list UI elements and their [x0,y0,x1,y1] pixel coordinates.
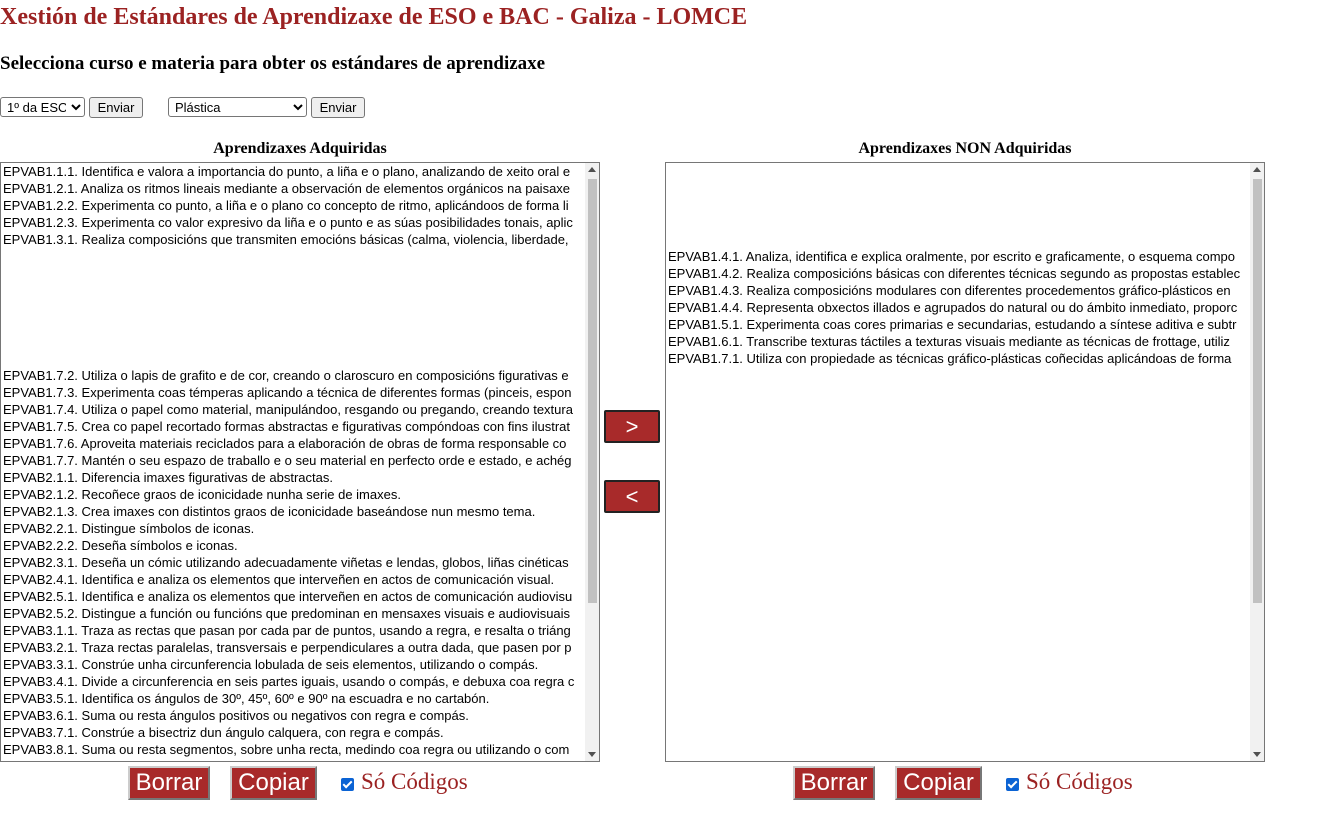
list-item[interactable]: EPVAB2.4.1. Identifica e analiza os elementos que interveñen en actos de comunicación visual. [3,572,555,587]
acquired-bottom-group [1,367,585,758]
list-item[interactable]: EPVAB2.1.1. Diferencia imaxes figurativas de abstractas. [3,470,333,485]
scroll-up-icon[interactable] [1253,167,1261,172]
list-item[interactable]: EPVAB2.2.1. Distingue símbolos de iconas. [3,521,255,536]
list-item[interactable]: EPVAB1.7.5. Crea co papel recortado formas abstractas e figurativas compóndoas con fins ilustrat [3,419,570,434]
not-acquired-codes-only-checkbox[interactable] [1006,778,1019,791]
list-item[interactable]: EPVAB3.3.1. Constrúe unha circunferencia lobulada de seis elementos, utilizando o compás. [3,657,539,672]
acquired-scroll-thumb[interactable] [588,179,597,603]
acquired-clear-button[interactable]: Borrar [128,766,210,800]
list-item[interactable]: EPVAB2.2.2. Deseña símbolos e iconas. [3,538,238,553]
list-item[interactable]: EPVAB1.7.3. Experimenta coas témperas aplicando a técnica de diferentes formas (pinceis, espon [3,385,572,400]
list-item[interactable]: EPVAB3.1.1. Traza as rectas que pasan por cada par de puntos, usando a regra, e resalta o triáng [3,623,571,638]
acquired-codes-only-checkbox[interactable] [341,778,354,791]
subject-send-button[interactable]: Enviar [311,97,365,118]
not-acquired-scroll-thumb[interactable] [1253,179,1262,603]
list-item[interactable]: EPVAB1.2.2. Experimenta co punto, a liña e o plano co concepto de ritmo, aplicándoos de forma li [3,198,569,213]
acquired-heading: Aprendizaxes Adquiridas [213,140,387,157]
not-acquired-options [666,163,1250,367]
list-item[interactable]: EPVAB1.7.4. Utiliza o papel como material, manipulándoo, resgando ou pregando, creando textura [3,402,573,417]
list-item[interactable]: EPVAB2.3.1. Deseña un cómic utilizando adecuadamente viñetas e lendas, globos, liñas cinéticas [3,555,569,570]
list-item[interactable]: EPVAB3.4.1. Divide a circunferencia en seis partes iguais, usando o compás, e debuxa coa regra c [3,674,575,689]
not-acquired-clear-button[interactable]: Borrar [793,766,875,800]
course-select[interactable] [0,97,85,117]
page-title: Xestión de Estándares de Aprendizaxe de ESO e BAC - Galiza - LOMCE [0,4,748,30]
not-acquired-codes-only-label: Só Códigos [1026,769,1133,794]
list-item[interactable]: EPVAB3.8.1. Suma ou resta segmentos, sobre unha recta, medindo coa regra ou utilizando o com [3,742,570,757]
course-send-button[interactable]: Enviar [89,97,143,118]
acquired-empty-gap [1,248,585,367]
list-item[interactable]: EPVAB1.7.6. Aproveita materiais reciclados para a elaboración de obras de forma responsable co [3,436,567,451]
scroll-down-icon[interactable] [1253,752,1261,757]
list-item[interactable]: EPVAB1.4.1. Analiza, identifica e explica oralmente, por escrito e graficamente, o esquema compo [668,249,1236,264]
list-item[interactable]: EPVAB2.1.3. Crea imaxes con distintos graos de iconicidade baseándose nun mesmo tema. [3,504,536,519]
list-item[interactable]: EPVAB1.6.1. Transcribe texturas táctiles a texturas visuais mediante as técnicas de frottage, utiliz [668,334,1230,349]
list-item[interactable]: EPVAB1.1.1. Identifica e valora a importancia do punto, a liña e o plano, analizando de xeito oral e [3,164,571,179]
list-item[interactable]: EPVAB1.4.2. Realiza composicións básicas con diferentes técnicas segundo as propostas establec [668,266,1241,281]
list-item[interactable]: EPVAB2.1.2. Recoñece graos de iconicidade nunha serie de imaxes. [3,487,401,502]
acquired-codes-only-label: Só Códigos [361,769,468,794]
acquired-top-group [1,163,585,248]
list-item[interactable]: EPVAB2.5.1. Identifica e analiza os elementos que interveñen en actos de comunicación audiovisu [3,589,573,604]
acquired-listbox[interactable] [0,162,600,762]
list-item[interactable]: EPVAB1.4.3. Realiza composicións modulares con diferentes procedementos gráfico-plásticos en [668,283,1231,298]
acquired-options [1,163,585,758]
list-item[interactable]: EPVAB1.2.3. Experimenta co valor expresivo da liña e o punto e as súas posibilidades tonais, aplic [3,215,573,230]
list-item[interactable]: EPVAB1.2.1. Analiza os ritmos lineais mediante a observación de elementos orgánicos na paisaxe [3,181,571,196]
scroll-up-icon[interactable] [588,167,596,172]
not-acquired-scrollbar[interactable] [1250,163,1264,761]
list-item[interactable]: EPVAB2.5.2. Distingue a función ou funcións que predominan en mensaxes visuais e audiovisuais [3,606,571,621]
list-item[interactable]: EPVAB3.5.1. Identifica os ángulos de 30º, 45º, 60º e 90º na escuadra e no cartabón. [3,691,490,706]
list-item[interactable]: EPVAB1.7.7. Mantén o seu espazo de traballo e o seu material en perfecto orde e estado, e achég [3,453,572,468]
list-item[interactable]: EPVAB1.3.1. Realiza composicións que transmiten emocións básicas (calma, violencia, liberdade, [3,232,569,247]
scroll-down-icon[interactable] [588,752,596,757]
not-acquired-empty-gap [666,163,1250,248]
not-acquired-listbox[interactable] [665,162,1265,762]
not-acquired-heading: Aprendizaxes NON Adquiridas [858,140,1072,157]
list-item[interactable]: EPVAB1.4.4. Representa obxectos illados e agrupados do natural ou do ámbito inmediato, proporc [668,300,1238,315]
list-item[interactable]: EPVAB3.6.1. Suma ou resta ángulos positivos ou negativos con regra e compás. [3,708,469,723]
move-right-button[interactable]: > [604,410,660,443]
list-item[interactable]: EPVAB1.5.1. Experimenta coas cores primarias e secundarias, estudando a síntese aditiva e subtr [668,317,1237,332]
move-left-button[interactable]: < [604,480,660,513]
not-acquired-copy-button[interactable]: Copiar [895,766,982,800]
list-item[interactable]: EPVAB1.7.2. Utiliza o lapis de grafito e de cor, creando o claroscuro en composicións figurativas e [3,368,569,383]
acquired-copy-button[interactable]: Copiar [230,766,317,800]
subject-select[interactable] [168,97,307,117]
list-item[interactable]: EPVAB3.2.1. Traza rectas paralelas, transversais e perpendiculares a outra dada, que pasen por p [3,640,572,655]
page-subtitle: Selecciona curso e materia para obter os estándares de aprendizaxe [0,53,546,74]
acquired-scrollbar[interactable] [585,163,599,761]
not-acquired-group [666,248,1250,367]
list-item[interactable]: EPVAB1.7.1. Utiliza con propiedade as técnicas gráfico-plásticas coñecidas aplicándoas de forma [668,351,1232,366]
list-item[interactable]: EPVAB3.7.1. Constrúe a bisectriz dun ángulo calquera, con regra e compás. [3,725,444,740]
